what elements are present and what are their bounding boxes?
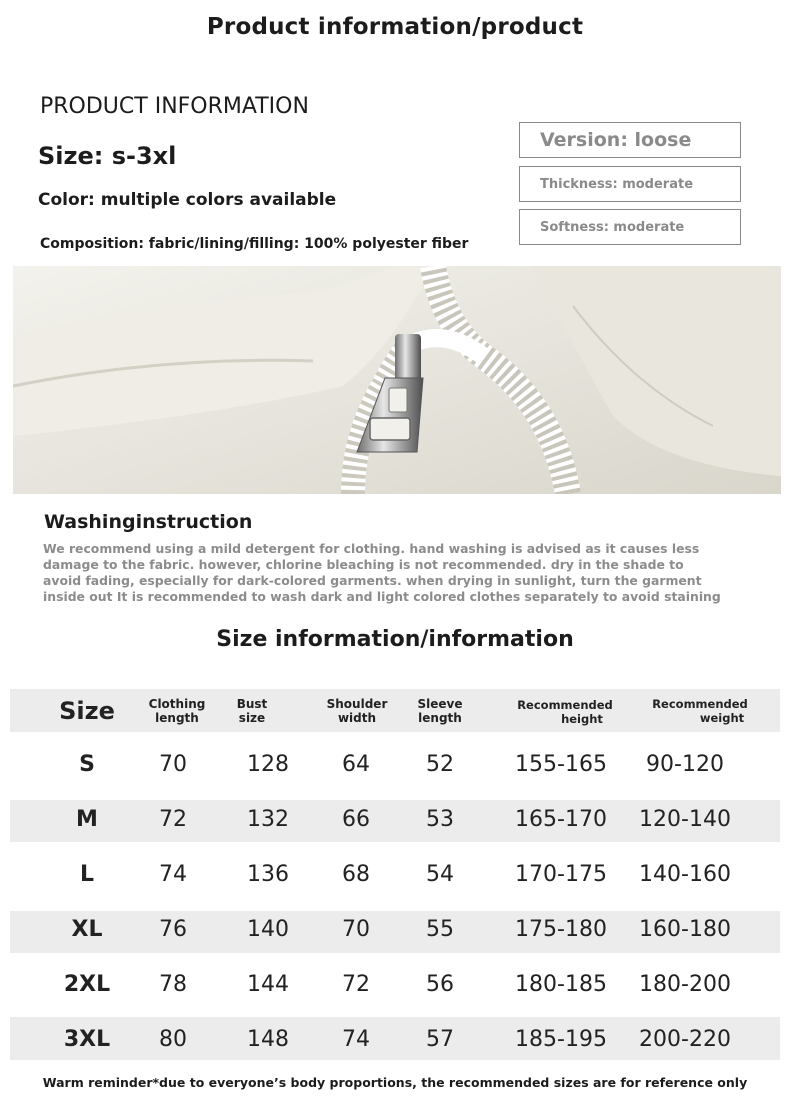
cell-shoulder-width: 72: [342, 972, 370, 997]
product-info-heading: PRODUCT INFORMATION: [40, 94, 309, 119]
cell-clothing-length: 74: [159, 862, 187, 887]
cell-sleeve-length: 52: [426, 752, 454, 777]
cell-recommended-weight: 90-120: [646, 752, 724, 777]
softness-box: Softness: moderate: [519, 209, 741, 245]
header-sleeve-length: [380, 697, 500, 725]
cell-shoulder-width: 66: [342, 807, 370, 832]
cell-bust-size: 144: [247, 972, 289, 997]
version-box: Version: loose: [519, 122, 741, 158]
thickness-box: Thickness: moderate: [519, 166, 741, 202]
header-line: width: [337, 711, 377, 725]
page-title: Product information/product: [206, 14, 584, 40]
color-info: Color: multiple colors available: [38, 190, 337, 210]
header-line: length: [418, 711, 462, 725]
cell-clothing-length: 76: [159, 917, 187, 942]
zipper-product-photo: [13, 266, 781, 494]
washing-line: damage to the fabric. however, chlorine bleaching is not recommended. dry in the shade to: [43, 557, 684, 572]
cell-size: M: [76, 807, 98, 832]
size-range: Size: s-3xl: [38, 142, 177, 170]
cell-recommended-weight: 120-140: [639, 807, 731, 832]
washing-line: inside out It is recommended to wash dark and light colored clothes separately to avoid staining: [43, 589, 721, 604]
cell-recommended-weight: 200-220: [639, 1027, 731, 1052]
header-line: Shoulder: [326, 697, 388, 711]
cell-clothing-length: 72: [159, 807, 187, 832]
cell-recommended-height: 180-185: [515, 972, 607, 997]
cell-bust-size: 128: [247, 752, 289, 777]
cell-shoulder-width: 64: [342, 752, 370, 777]
cell-size: XL: [71, 917, 103, 942]
header-size: Size: [59, 697, 115, 725]
cell-recommended-height: 165-170: [515, 807, 607, 832]
header-bust-size: [192, 697, 312, 725]
cell-recommended-weight: 140-160: [639, 862, 731, 887]
cell-recommended-height: 175-180: [515, 917, 607, 942]
cell-sleeve-length: 57: [426, 1027, 454, 1052]
washing-line: avoid fading, especially for dark-colored garments. when drying in sunlight, turn the garment: [43, 573, 702, 588]
cell-bust-size: 132: [247, 807, 289, 832]
cell-size: L: [79, 862, 95, 887]
header-line: Recommended: [652, 697, 748, 711]
cell-sleeve-length: 56: [426, 972, 454, 997]
footer-note: Warm reminder*due to everyone’s body proportions, the recommended sizes are for reference only: [42, 1075, 748, 1090]
washing-text: [43, 541, 763, 605]
zipper-illustration: [13, 266, 781, 494]
header-line: length: [155, 711, 199, 725]
cell-recommended-height: 170-175: [515, 862, 607, 887]
header-line: size: [238, 711, 266, 725]
cell-recommended-height: 155-165: [515, 752, 607, 777]
header-line: height: [561, 712, 603, 726]
cell-recommended-weight: 180-200: [639, 972, 731, 997]
header-recommended-weight: [640, 697, 760, 725]
composition-info: Composition: fabric/lining/filling: 100% polyester fiber: [40, 236, 469, 252]
cell-shoulder-width: 70: [342, 917, 370, 942]
cell-sleeve-length: 54: [426, 862, 454, 887]
cell-sleeve-length: 55: [426, 917, 454, 942]
cell-sleeve-length: 53: [426, 807, 454, 832]
washing-line: We recommend using a mild detergent for clothing. hand washing is advised as it causes less: [43, 541, 700, 556]
header-line: weight: [699, 711, 745, 725]
header-recommended-height: [505, 698, 625, 726]
cell-bust-size: 148: [247, 1027, 289, 1052]
header-line: Sleeve: [417, 697, 463, 711]
header-line: Clothing: [148, 697, 206, 711]
cell-size: 3XL: [63, 1027, 111, 1052]
cell-recommended-height: 185-195: [515, 1027, 607, 1052]
cell-clothing-length: 78: [159, 972, 187, 997]
header-line: Recommended: [517, 698, 613, 712]
cell-recommended-weight: 160-180: [639, 917, 731, 942]
cell-size: 2XL: [63, 972, 111, 997]
washing-title: Washinginstruction: [44, 511, 253, 533]
cell-shoulder-width: 74: [342, 1027, 370, 1052]
header-line: Bust: [236, 697, 268, 711]
size-info-title: Size information/information: [216, 627, 574, 652]
cell-bust-size: 136: [247, 862, 289, 887]
cell-clothing-length: 80: [159, 1027, 187, 1052]
cell-size: S: [79, 752, 95, 777]
cell-shoulder-width: 68: [342, 862, 370, 887]
cell-bust-size: 140: [247, 917, 289, 942]
cell-clothing-length: 70: [159, 752, 187, 777]
